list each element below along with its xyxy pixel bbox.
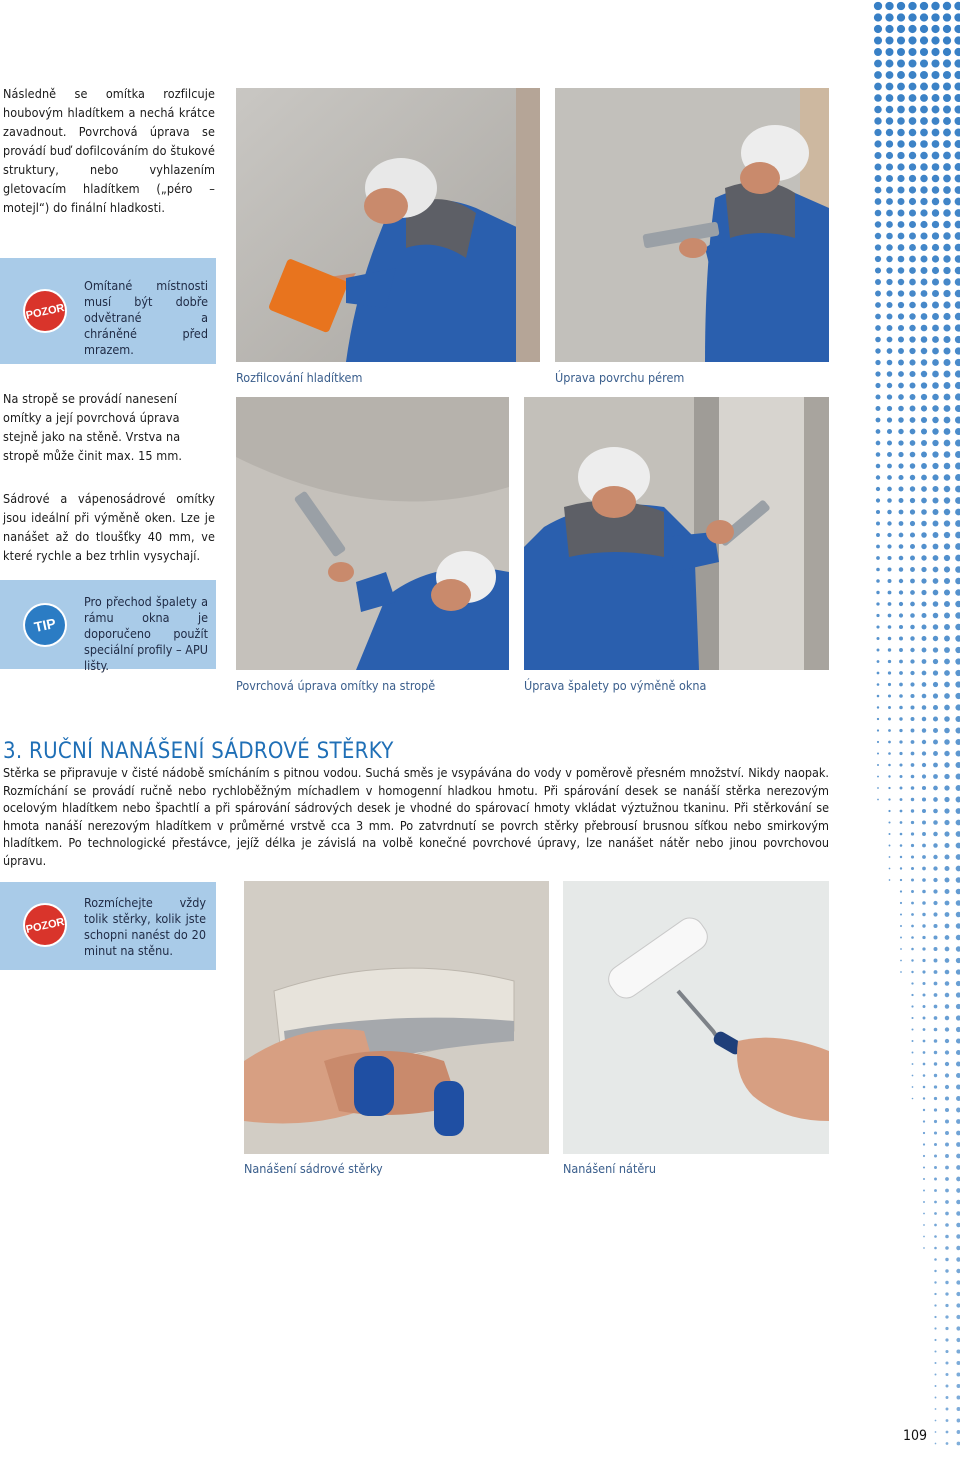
- pozor-note-box-1: [0, 258, 216, 364]
- svg-text:POZOR: POZOR: [24, 916, 66, 936]
- pozor-note-text-2: Rozmíchejte vždy tolik stěrky, kolik jste schopni nanést do 20 minut na stěnu.: [84, 895, 206, 958]
- pozor-badge-icon-2: [22, 902, 68, 948]
- section-heading: 3. RUČNÍ NANÁŠENÍ SÁDROVÉ STĚRKY: [3, 739, 394, 764]
- ceiling-paragraph: Na stropě se provádí nanesení omítky a její povrchová úprava stejně jako na stěně. Vrstva na stropě může činit max. 15 mm.: [3, 391, 183, 463]
- pozor-badge-icon: [22, 288, 68, 334]
- section-body: Stěrka se připravuje v čisté nádobě smícháním s pitnou vodou. Suchá směs je vsypávána do vody v poměrově přesném množství. Nikdy naopak. Rozmíchání se provádí ručně nebo rychloběžným míchadlem v homogenní hladkou hmotu. Při spárování desek se nanáší stěrka nerezovým ocelovým hladítkem nebo špachtlí a při spárování sádrových desek je vhodné do spárovací hmoty vkládat výztužnou tkaninu. Při stěrkování se hmota nanáší nerezovým hladítkem v průměrné vrstvě cca 3 mm. Po zatvrdnutí se povrch stěrky přebrousí brusnou síťkou nebo smirkovým hladítkem. Po technologické přestávce, jejíž délka je závislá na volbě konečné povrchové úpravy, lze nanášet nátěr nebo jinou povrchovou úpravu.: [3, 765, 829, 868]
- page-number: 109: [903, 1428, 928, 1444]
- pozor-note-text-1: Omítané místnosti musí být dobře odvětrané a chráněné před mrazem.: [84, 278, 208, 357]
- pozor-note-box-2: [0, 882, 216, 970]
- tip-note-box: [0, 580, 216, 673]
- caption-photo-2: Úprava povrchu pérem: [555, 370, 685, 385]
- caption-photo-3: Povrchová úprava omítky na stropě: [236, 678, 436, 693]
- photo-surface-trowel: [555, 88, 829, 362]
- photo-paint-roller: [563, 881, 829, 1154]
- caption-photo-4: Úprava špalety po výměně okna: [524, 678, 707, 693]
- tip-note-text: Pro přechod špalety a rámu okna je doporučeno použít speciální profily – APU lišty.: [84, 594, 208, 673]
- caption-photo-1: Rozfilcování hladítkem: [236, 370, 363, 385]
- caption-photo-5: Nanášení sádrové stěrky: [244, 1161, 383, 1176]
- photo-window-reveal: [524, 397, 829, 670]
- svg-text:TIP: TIP: [32, 614, 58, 636]
- window-paragraph: Sádrové a vápenosádrové omítky jsou ideální při výměně oken. Lze je nanášet až do tloušťky 40 mm, ve které rychle a bez trhlin vysychají.: [3, 491, 215, 563]
- photo-rubbing-float: [236, 88, 540, 362]
- photo-skim-coat: [244, 881, 549, 1154]
- caption-photo-6: Nanášení nátěru: [563, 1161, 657, 1176]
- intro-paragraph: Následně se omítka rozfilcuje houbovým hladítkem a nechá krátce zavadnout. Povrchová úprava se provádí buď dofilcováním do štukové struktury, nebo vyhlazením gletovacím hladítkem („péro – motejl“) do finální hladkosti.: [3, 86, 215, 215]
- dot-pattern-decoration: [840, 0, 960, 1461]
- photo-ceiling-plaster: [236, 397, 509, 670]
- svg-text:POZOR: POZOR: [24, 302, 66, 322]
- tip-badge-icon: [22, 602, 68, 648]
